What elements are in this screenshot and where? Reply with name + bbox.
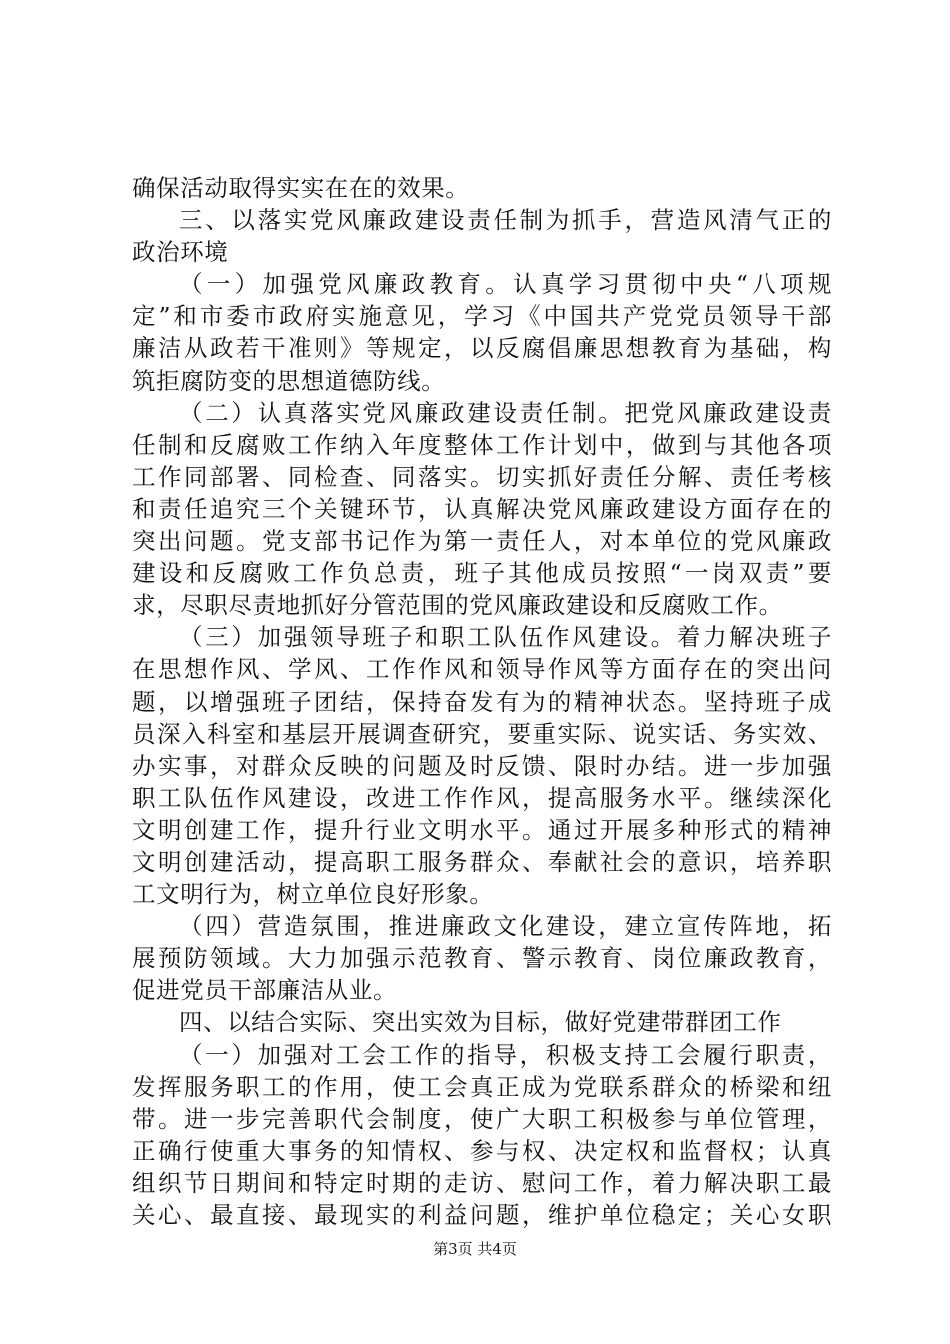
- section-heading-line: 四、以结合实际、突出实效为目标，做好党建带群团工作: [179, 1008, 782, 1037]
- document-body: [132, 172, 832, 1231]
- section-heading-line: 三、以落实党风廉政建设责任制为抓手，营造风清气正的: [179, 206, 832, 235]
- text-line: 文明创建活动，提高职工服务群众、奉献社会的意识，培养职: [132, 847, 832, 876]
- text-line: 确保活动取得实实在在的效果。: [132, 174, 470, 202]
- text-line: 职工队伍作风建设，改进工作作风，提高服务水平。继续深化: [132, 783, 832, 812]
- text-line: 文明创建工作，提升行业文明水平。通过开展多种形式的精神: [132, 815, 832, 844]
- text-line: （一）加强对工会工作的指导，积极支持工会履行职责，: [179, 1040, 832, 1069]
- text-line: 在思想作风、学风、工作作风和领导作风等方面存在的突出问: [132, 655, 832, 684]
- text-line: 和责任追究三个关键环节，认真解决党风廉政建设方面存在的: [132, 494, 832, 523]
- text-line: （二）认真落实党风廉政建设责任制。把党风廉政建设责: [179, 398, 832, 427]
- page-number-footer: 第3页 共4页: [433, 1240, 517, 1258]
- text-line: 促进党员干部廉洁从业。: [132, 976, 398, 1005]
- text-line: （四）营造氛围，推进廉政文化建设，建立宣传阵地，拓: [179, 912, 832, 941]
- text-line: 定”和市委市政府实施意见，学习《中国共产党党员领导干部: [132, 302, 832, 331]
- text-line: 筑拒腐防变的思想道德防线。: [132, 366, 446, 395]
- text-line: 题，以增强班子团结，保持奋发有为的精神状态。坚持班子成: [132, 687, 832, 716]
- text-line: （一）加强党风廉政教育。认真学习贯彻中央“八项规: [179, 270, 832, 299]
- text-line: 带。进一步完善职代会制度，使广大职工积极参与单位管理，: [132, 1104, 832, 1133]
- section-heading-line: 政治环境: [132, 238, 229, 267]
- text-line: 工作同部署、同检查、同落实。切实抓好责任分解、责任考核: [132, 462, 832, 491]
- text-line: 突出问题。党支部书记作为第一责任人，对本单位的党风廉政: [132, 527, 832, 556]
- text-line: 任制和反腐败工作纳入年度整体工作计划中，做到与其他各项: [132, 430, 832, 459]
- text-line: 员深入科室和基层开展调查研究，要重实际、说实话、务实效、: [132, 719, 832, 748]
- text-line: 组织节日期间和特定时期的走访、慰问工作，着力解决职工最: [132, 1168, 832, 1197]
- text-line: 发挥服务职工的作用，使工会真正成为党联系群众的桥梁和纽: [132, 1072, 832, 1101]
- text-line: 求，尽职尽责地抓好分管范围的党风廉政建设和反腐败工作。: [132, 591, 783, 620]
- text-line: 展预防领域。大力加强示范教育、警示教育、岗位廉政教育，: [132, 944, 832, 973]
- text-line: 正确行使重大事务的知情权、参与权、决定权和监督权；认真: [132, 1136, 832, 1165]
- text-line: 办实事，对群众反映的问题及时反馈、限时办结。进一步加强: [132, 751, 832, 780]
- text-line: 工文明行为，树立单位良好形象。: [132, 880, 494, 909]
- text-line: 建设和反腐败工作负总责，班子其他成员按照“一岗双责”要: [132, 559, 832, 588]
- text-line: （三）加强领导班子和职工队伍作风建设。着力解决班子: [179, 623, 832, 652]
- text-line: 廉洁从政若干准则》等规定，以反腐倡廉思想教育为基础，构: [132, 334, 832, 363]
- text-line: 关心、最直接、最现实的利益问题，维护单位稳定；关心女职: [132, 1201, 832, 1229]
